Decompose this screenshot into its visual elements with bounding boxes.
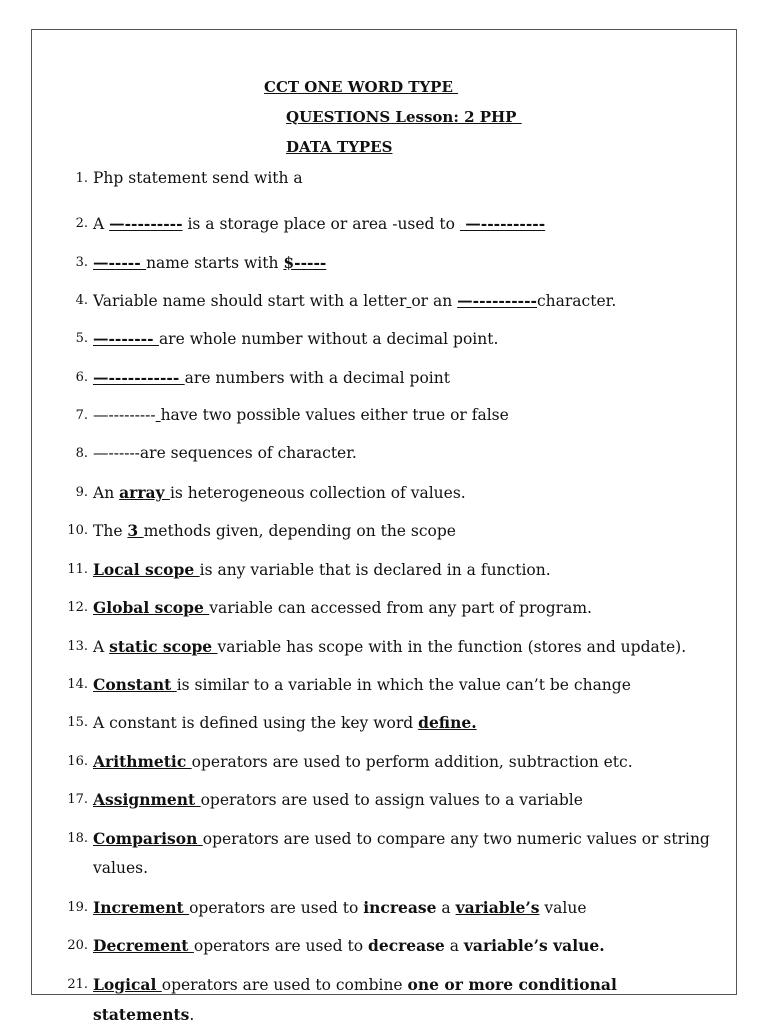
answer-segment: variable’s (455, 898, 540, 917)
question-number: 21. (67, 977, 88, 992)
text-segment: character. (536, 292, 617, 310)
answer-segment: define. (418, 713, 477, 732)
answer-segment: Increment (93, 898, 190, 917)
question-number: 3. (75, 255, 88, 270)
text-segment: The (93, 522, 128, 540)
text-segment: operators are used to assign values to a variable (200, 791, 583, 809)
question-number: 20. (67, 938, 88, 953)
question-text (93, 931, 723, 961)
text-segment: Variable name should start with a letter (93, 292, 407, 310)
title-line-2 (286, 108, 522, 126)
question-number: 2. (75, 216, 88, 231)
answer-segment: —---------- (457, 291, 537, 310)
answer-segment: Assignment (93, 790, 201, 809)
question-text (93, 632, 723, 662)
question-text (93, 970, 723, 1030)
text-segment: have two possible values either true or false (160, 406, 509, 424)
text-segment: A (93, 638, 110, 656)
answer-segment: variable’s value. (463, 936, 605, 955)
text-segment: operators are used to (189, 899, 364, 917)
answer-segment: decrease (368, 936, 445, 955)
question-text (93, 286, 723, 316)
answer-segment: static scope (109, 637, 218, 656)
answer-segment: —----- (93, 253, 147, 272)
question-number: 7. (75, 408, 88, 423)
answer-segment: Logical (93, 975, 162, 994)
answer-segment: increase (363, 898, 437, 917)
answer-segment: one or more conditional statements (93, 975, 623, 1024)
text-segment: A constant is defined using the key word (93, 714, 419, 732)
answer-segment: array (119, 483, 170, 502)
question-number: 11. (67, 562, 88, 577)
answer-segment: —--------- (109, 214, 183, 233)
text-segment: a (444, 937, 464, 955)
question-number: 4. (75, 293, 88, 308)
question-number: 17. (67, 792, 88, 807)
question-number: 19. (67, 900, 88, 915)
text-segment: name starts with (146, 254, 284, 272)
text-segment: operators are used to combine (161, 976, 408, 994)
text-segment: operators are used to (193, 937, 368, 955)
question-text (93, 893, 723, 923)
answer-segment: 3 (127, 521, 144, 540)
answer-segment: —---------- (459, 214, 546, 233)
answer-segment: Constant (93, 675, 177, 694)
question-text (93, 209, 723, 239)
question-text (93, 439, 723, 468)
question-number: 12. (67, 600, 88, 615)
text-segment: are whole number without a decimal point. (158, 330, 499, 348)
question-number: 13. (67, 639, 88, 654)
question-number: 6. (75, 370, 88, 385)
answer-segment: $----- (283, 253, 327, 272)
question-text (93, 747, 723, 777)
question-number: 18. (67, 831, 88, 846)
answer-segment: —----------- (93, 368, 185, 387)
question-number: 16. (67, 754, 88, 769)
text-segment: —--------- (93, 406, 156, 424)
answer-segment: Local scope (93, 560, 200, 579)
question-text (93, 708, 723, 738)
question-text (93, 478, 723, 508)
question-number: 14. (67, 677, 88, 692)
title-lesson: Lesson: 2 PHP (390, 108, 522, 126)
text-segment: are numbers with a decimal point (184, 369, 450, 387)
answer-segment: Global scope (93, 598, 210, 617)
question-number: 1. (75, 171, 88, 186)
question-number: 9. (75, 485, 88, 500)
question-text (93, 593, 723, 623)
question-text (93, 824, 723, 883)
text-segment: value (539, 899, 587, 917)
text-segment: is any variable that is declared in a function. (199, 561, 551, 579)
text-segment: operators are used to compare any two numeric values or string values. (93, 830, 715, 877)
question-number: 8. (75, 446, 88, 461)
text-segment: variable can accessed from any part of program. (209, 599, 592, 617)
text-segment: is similar to a variable in which the value can’t be change (176, 676, 631, 694)
text-segment: An (93, 484, 120, 502)
text-segment: is heterogeneous collection of values. (169, 484, 466, 502)
question-text (93, 324, 723, 354)
title-line-1: CCT ONE WORD TYPE (264, 78, 459, 96)
question-number: 5. (75, 331, 88, 346)
text-segment: . (189, 1006, 195, 1024)
question-text (93, 555, 723, 585)
question-text (93, 670, 723, 700)
text-segment: variable has scope with in the function (stores and update). (217, 638, 687, 656)
question-text (93, 363, 723, 393)
question-text (93, 785, 723, 815)
question-text (93, 401, 723, 430)
answer-segment: —------- (93, 329, 159, 348)
text-segment: —------are sequences of character. (93, 444, 357, 462)
text-segment: a (436, 899, 456, 917)
text-segment: is a storage place or area -used to (182, 215, 460, 233)
text-segment: methods given, depending on the scope (143, 522, 456, 540)
text-segment: operators are used to perform addition, subtraction etc. (191, 753, 633, 771)
answer-segment: Decrement (93, 936, 194, 955)
question-text (93, 248, 723, 278)
text-segment: or an (411, 292, 458, 310)
text-segment: Php statement send with a (93, 169, 303, 187)
question-text (93, 164, 723, 193)
title-line-3: DATA TYPES (286, 138, 393, 156)
question-text (93, 516, 723, 546)
answer-segment: Arithmetic (93, 752, 192, 771)
answer-segment: Comparison (93, 829, 203, 848)
question-number: 10. (67, 523, 88, 538)
title-questions: QUESTIONS (286, 108, 391, 126)
question-number: 15. (67, 715, 88, 730)
text-segment: A (93, 215, 110, 233)
